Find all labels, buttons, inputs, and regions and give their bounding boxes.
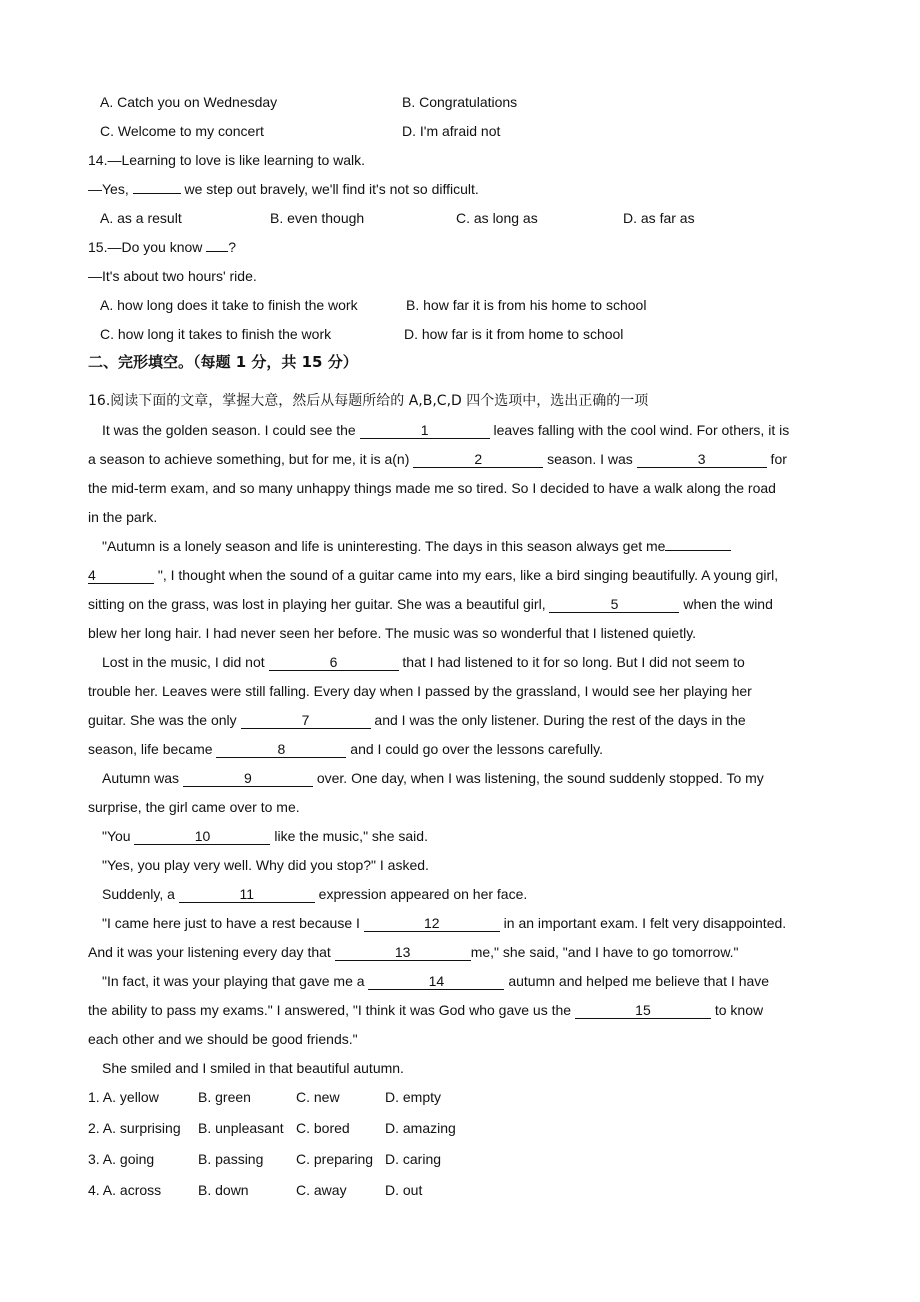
passage-line: "In fact, it was your playing that gave me a 14 autumn and helped me believe that I have	[102, 973, 770, 989]
q14-option-c: C. as long as	[456, 210, 538, 226]
blank-2: 2	[413, 451, 543, 468]
section-heading: 二、完形填空。（每题 1 分，共 15 分）	[88, 353, 358, 371]
passage-line: She smiled and I smiled in that beautiful autumn.	[102, 1060, 404, 1076]
answer-4-a: 4. A. across	[88, 1182, 162, 1198]
passage-line: the mid-term exam, and so many unhappy things made me so tired. So I decided to have a walk along the road	[88, 480, 776, 496]
passage-line: 4 ", I thought when the sound of a guitar came into my ears, like a bird singing beautifully. A young girl,	[88, 567, 779, 583]
blank-1: 1	[360, 422, 490, 439]
passage-line: Suddenly, a 11 expression appeared on her face.	[102, 886, 528, 902]
blank-4: 4	[88, 567, 154, 584]
q15-option-c: C. how long it takes to finish the work	[100, 326, 332, 342]
answer-2-a: 2. A. surprising	[88, 1120, 181, 1136]
blank-12: 12	[364, 915, 500, 932]
passage-line: guitar. She was the only 7 and I was the only listener. During the rest of the days in the	[88, 712, 746, 728]
blank-10: 10	[134, 828, 270, 845]
passage-line: in the park.	[88, 509, 158, 525]
blank-11: 11	[179, 886, 315, 903]
q15-option-b: B. how far it is from his home to school	[406, 297, 647, 313]
answer-3-d: D. caring	[385, 1151, 442, 1167]
passage-line: "I came here just to have a rest because I 12 in an important exam. I felt very disappointed.	[102, 915, 787, 931]
q14-blank	[133, 179, 181, 194]
answer-3-a: 3. A. going	[88, 1151, 155, 1167]
passage-line: sitting on the grass, was lost in playing her guitar. She was a beautiful girl, 5 when the wind	[88, 596, 773, 612]
blank-7: 7	[241, 712, 371, 729]
answer-1-c: C. new	[296, 1089, 340, 1105]
passage-line: the ability to pass my exams." I answered, "I think it was God who gave us the 15 to know	[88, 1002, 764, 1018]
q15-option-d: D. how far is it from home to school	[404, 326, 624, 342]
answer-2-b: B. unpleasant	[198, 1120, 284, 1136]
answer-4-d: D. out	[385, 1182, 423, 1198]
q14-option-d: D. as far as	[623, 210, 695, 226]
passage-line: trouble her. Leaves were still falling. Every day when I passed by the grassland, I would see her playing her	[88, 683, 752, 699]
blank-8: 8	[216, 741, 346, 758]
passage-line: surprise, the girl came over to me.	[88, 799, 300, 815]
q15-prompt: 15.—Do you know ?	[88, 239, 237, 255]
answer-1-a: 1. A. yellow	[88, 1089, 159, 1105]
passage-line: Autumn was 9 over. One day, when I was listening, the sound suddenly stopped. To my	[102, 770, 764, 786]
blank-9: 9	[183, 770, 313, 787]
section-instruction: 16.阅读下面的文章，掌握大意，然后从每题所给的 A,B,C,D 四个选项中，选出正确的一项	[88, 393, 649, 409]
blank-3: 3	[637, 451, 767, 468]
blank-13: 13	[335, 944, 471, 961]
blank-6: 6	[269, 654, 399, 671]
q13-option-a: A. Catch you on Wednesday	[100, 94, 278, 110]
q15-reply: —It's about two hours' ride.	[88, 268, 257, 284]
passage-line: season, life became 8 and I could go over the lessons carefully.	[88, 741, 603, 757]
answer-2-d: D. amazing	[385, 1120, 456, 1136]
answer-3-b: B. passing	[198, 1151, 264, 1167]
q15-option-a: A. how long does it take to finish the work	[100, 297, 358, 313]
q15-blank	[206, 237, 228, 252]
blank-15: 15	[575, 1002, 711, 1019]
answer-1-b: B. green	[198, 1089, 251, 1105]
answer-3-c: C. preparing	[296, 1151, 374, 1167]
answer-2-c: C. bored	[296, 1120, 350, 1136]
q14-reply: —Yes, we step out bravely, we'll find it's not so difficult.	[88, 181, 479, 197]
answer-4-b: B. down	[198, 1182, 249, 1198]
blank-4-lead	[665, 536, 731, 551]
q13-option-c: C. Welcome to my concert	[100, 123, 264, 139]
answer-1-d: D. empty	[385, 1089, 442, 1105]
q14-prompt: 14.—Learning to love is like learning to walk.	[88, 152, 366, 168]
passage-line: And it was your listening every day that 13 me," she said, "and I have to go tomorrow."	[88, 944, 739, 960]
blank-14: 14	[368, 973, 504, 990]
passage-line: "Yes, you play very well. Why did you stop?" I asked.	[102, 857, 429, 873]
passage-line: It was the golden season. I could see the 1 leaves falling with the cool wind. For others, it is	[102, 422, 790, 438]
passage-line: a season to achieve something, but for me, it is a(n) 2 season. I was 3 for	[88, 451, 787, 467]
q14-option-a: A. as a result	[100, 210, 182, 226]
answer-4-c: C. away	[296, 1182, 347, 1198]
passage-line: each other and we should be good friends."	[88, 1031, 358, 1047]
q13-option-b: B. Congratulations	[402, 94, 518, 110]
q14-option-b: B. even though	[270, 210, 365, 226]
q13-option-d: D. I'm afraid not	[402, 123, 501, 139]
passage-line: blew her long hair. I had never seen her before. The music was so wonderful that I listened quietly.	[88, 625, 697, 641]
passage-line: Lost in the music, I did not 6 that I had listened to it for so long. But I did not seem to	[102, 654, 745, 670]
passage-line: "Autumn is a lonely season and life is uninteresting. The days in this season always get me	[102, 536, 731, 556]
blank-5: 5	[549, 596, 679, 613]
passage-line: "You 10 like the music," she said.	[102, 828, 428, 844]
